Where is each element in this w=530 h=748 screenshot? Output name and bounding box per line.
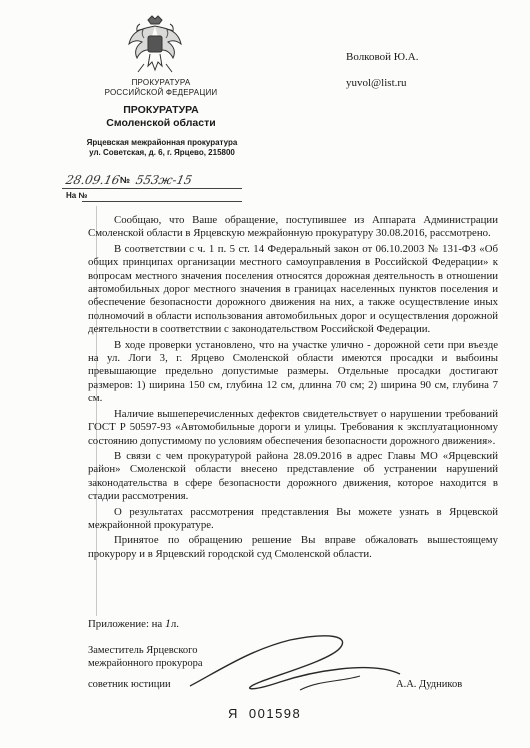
- body-paragraph: Наличие вышеперечисленных дефектов свидетельствует о нарушении требований ГОСТ Р 50597-93 «Автомобильные дороги и улицы. Требования к эксплуатационному состоянию допустимому по условиям обеспечения безопасности дорожного движения».: [88, 407, 498, 447]
- serial-digits: 001598: [248, 706, 302, 721]
- registration-date: 28.09.16: [64, 173, 121, 187]
- form-serial-number: [228, 706, 301, 721]
- attachment-line: [88, 616, 179, 631]
- org-name-small: [96, 78, 226, 98]
- signatory-title-line-2: межрайонного прокурора: [88, 657, 203, 669]
- handwritten-signature: [180, 630, 410, 700]
- letter-body: [88, 214, 498, 563]
- registration-no-label: №: [120, 175, 131, 185]
- org-title-line-1: ПРОКУРАТУРА: [123, 104, 199, 116]
- reference-underline: [82, 201, 242, 202]
- attachment-pages: 1: [164, 616, 171, 630]
- double-headed-eagle-icon: [126, 14, 184, 76]
- signatory-rank: советник юстиции: [88, 679, 171, 690]
- recipient-name: Волковой Ю.А.: [346, 51, 419, 63]
- org-small-line-2: РОССИЙСКОЙ ФЕДЕРАЦИИ: [104, 88, 218, 97]
- body-paragraph: Принятое по обращению решение Вы вправе обжаловать вышестоящему прокурору и в Ярцевский городской суд Смоленской области.: [88, 534, 498, 560]
- org-title: [82, 104, 240, 130]
- registration-line: [62, 173, 242, 189]
- body-paragraph: В связи с чем прокуратурой района 28.09.2016 в адрес Главы МО «Ярцевский район» Смоленской области внесено представление об устранении нарушений законодательства в сфере безопасности дорожного движения, которое находится в стадии рассмотрения.: [88, 449, 498, 503]
- attachment-unit: л.: [170, 618, 180, 630]
- body-paragraph: В соответствии с ч. 1 п. 5 ст. 14 Федеральный закон от 06.10.2003 № 131-ФЗ «Об общих принципах организации местного самоуправления в Российской Федерации» к вопросам местного значения поселения относятся дорожная деятельность в отношении автомобильных дорог местного значения в границах населенных пунктов поселения и обеспечение безопасности дорожного движения на них, а также осуществление иных полномочий в области использования автомобильных дорог и осуществления дорожной деятельности в соответствии с законодательством Российской Федерации.: [88, 242, 498, 336]
- body-paragraph: Сообщаю, что Ваше обращение, поступившее из Аппарата Администрации Смоленской области в Ярцевскую межрайонную прокуратуру 30.08.2016, рассмотрено.: [88, 214, 498, 240]
- office-street: ул. Советская, д. 6, г. Ярцево, 215800: [89, 148, 235, 157]
- reference-label: На №: [66, 191, 88, 200]
- office-name: Ярцевская межрайонная прокуратура: [86, 138, 238, 147]
- office-address: [62, 138, 262, 158]
- serial-series: Я: [228, 706, 239, 721]
- org-small-line-1: ПРОКУРАТУРА: [131, 78, 191, 87]
- body-paragraph: О результатах рассмотрения представления Вы можете узнать в Ярцевской межрайонной прокуратуре.: [88, 505, 498, 531]
- body-paragraph: В ходе проверки установлено, что на участке улично - дорожной сети при въезде на ул. Логи 3, г. Ярцево Смоленской области имеются просадки и выбоины превышающие предельно допустимые размеры. Отдельные просадки достигают размеров: 1) ширина 150 см, глубина 12 см, длинна 70 см; 2) ширина 90 см, глубина 7 см.: [88, 338, 498, 405]
- recipient-email: yuvol@list.ru: [346, 77, 407, 89]
- org-title-line-2: Смоленской области: [106, 117, 216, 129]
- registration-number: 553ж-15: [134, 173, 194, 187]
- signatory-name: А.А. Дудников: [396, 679, 463, 690]
- attachment-label: Приложение: на: [88, 618, 163, 630]
- recipient-block: [346, 44, 418, 96]
- signatory-title-line-1: Заместитель Ярцевского: [88, 645, 198, 656]
- registration-underline: [62, 188, 242, 189]
